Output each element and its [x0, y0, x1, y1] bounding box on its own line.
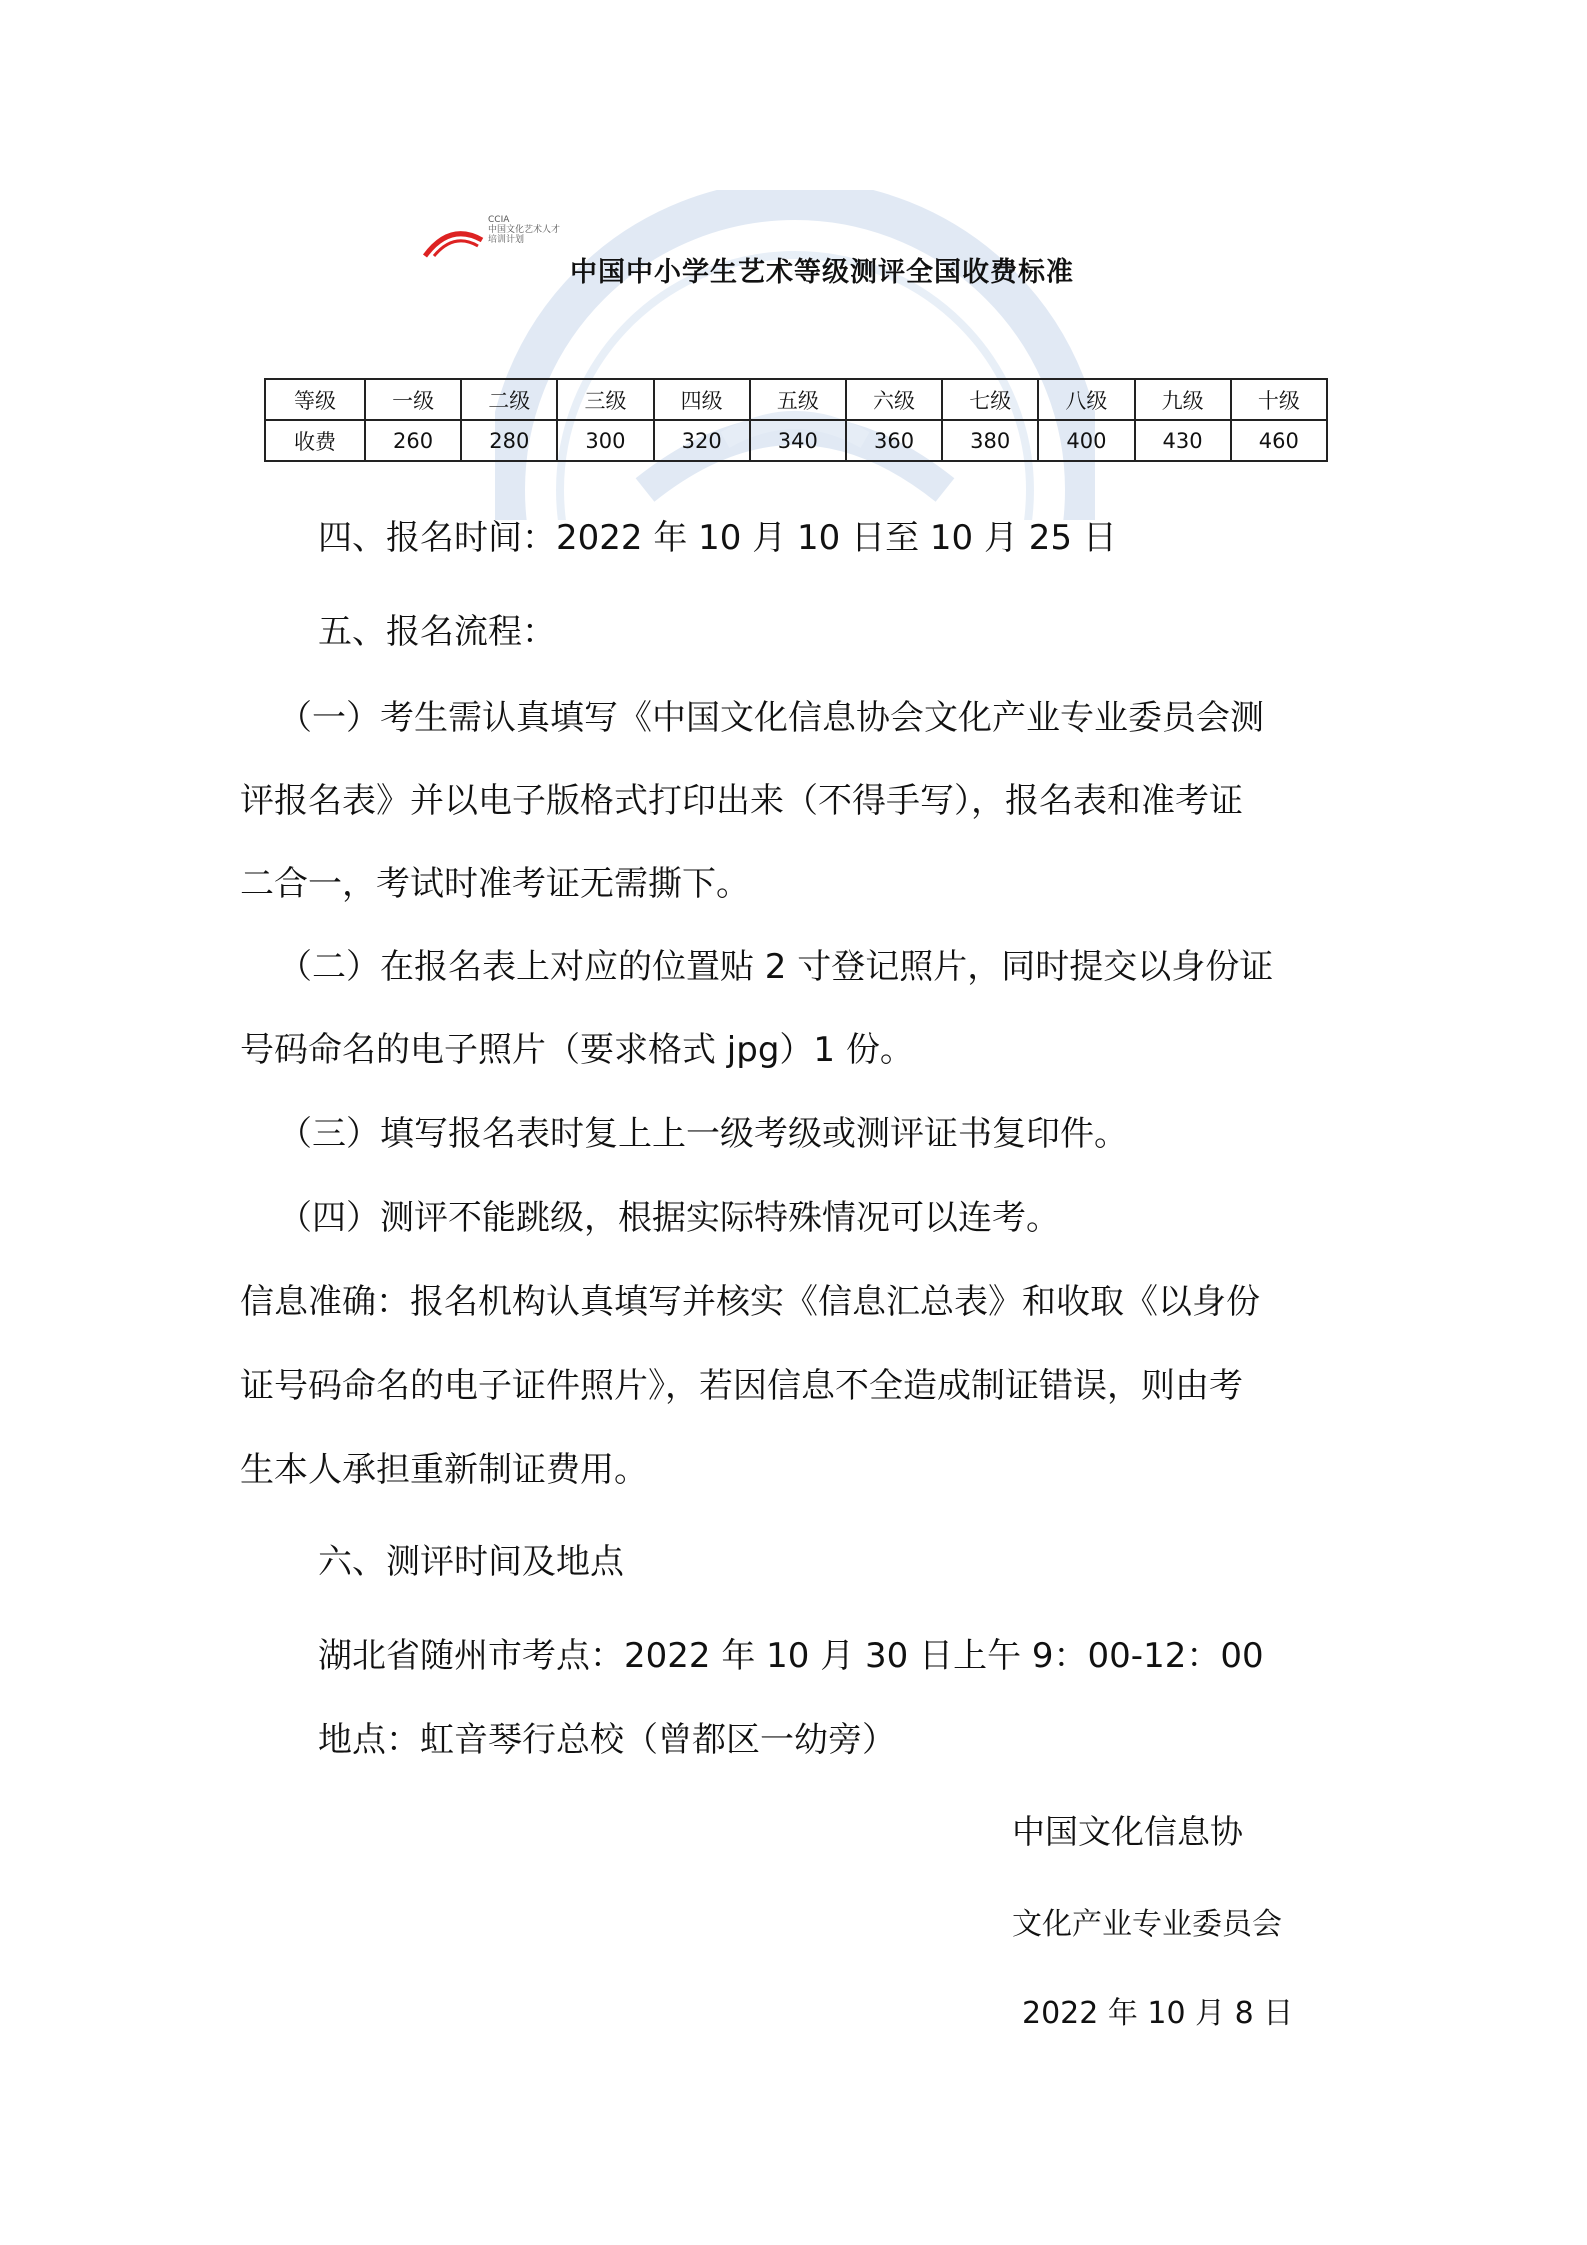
level-cell: 十级	[1231, 379, 1327, 420]
fee-cell: 280	[461, 420, 557, 461]
fee-cell: 400	[1038, 420, 1134, 461]
fee-cell: 460	[1231, 420, 1327, 461]
level-cell: 二级	[461, 379, 557, 420]
venue-place: 地点：虹音琴行总校（曾都区一幼旁）	[318, 1720, 896, 1760]
level-cell: 一级	[365, 379, 461, 420]
fee-cell: 260	[365, 420, 461, 461]
level-cell: 四级	[654, 379, 750, 420]
paragraph-line: （三）填写报名表时复上上一级考级或测评证书复印件。	[278, 1114, 1128, 1154]
paragraph-line: 号码命名的电子照片（要求格式 jpg）1 份。	[240, 1030, 914, 1070]
paragraph-line: 信息准确：报名机构认真填写并核实《信息汇总表》和收取《以身份	[240, 1282, 1260, 1322]
fee-table	[264, 378, 1328, 462]
paragraph-line: 生本人承担重新制证费用。	[240, 1450, 648, 1490]
fee-cell: 300	[557, 420, 653, 461]
signature-committee: 文化产业专业委员会	[1012, 1907, 1282, 1942]
fee-cell: 430	[1135, 420, 1231, 461]
paragraph-line: （四）测评不能跳级，根据实际特殊情况可以连考。	[278, 1198, 1060, 1238]
level-cell: 七级	[942, 379, 1038, 420]
paragraph-line: 评报名表》并以电子版格式打印出来（不得手写），报名表和准考证	[240, 781, 1243, 821]
level-cell: 九级	[1135, 379, 1231, 420]
table-row-levels	[265, 379, 1327, 420]
level-cell: 八级	[1038, 379, 1134, 420]
signature-org: 中国文化信息协	[1012, 1812, 1243, 1851]
logo-text: CCIA 中国文化艺术人才 培训计划	[488, 215, 561, 245]
section-time-location: 六、测评时间及地点	[318, 1542, 624, 1582]
signature-date: 2022 年 10 月 8 日	[1022, 1996, 1294, 2031]
fee-cell: 340	[750, 420, 846, 461]
venue-time: 湖北省随州市考点：2022 年 10 月 30 日上午 9：00-12：00	[318, 1636, 1264, 1676]
row-header-fee: 收费	[265, 420, 365, 461]
row-header-level: 等级	[265, 379, 365, 420]
paragraph-line: 二合一，考试时准考证无需撕下。	[240, 864, 750, 904]
table-row-fees	[265, 420, 1327, 461]
paragraph-line: 证号码命名的电子证件照片》，若因信息不全造成制证错误，则由考	[240, 1366, 1243, 1406]
level-cell: 六级	[846, 379, 942, 420]
level-cell: 三级	[557, 379, 653, 420]
paragraph-line: （二）在报名表上对应的位置贴 2 寸登记照片，同时提交以身份证	[278, 947, 1274, 987]
page-title: 中国中小学生艺术等级测评全国收费标准	[570, 257, 1074, 288]
level-cell: 五级	[750, 379, 846, 420]
fee-cell: 320	[654, 420, 750, 461]
header-banner	[420, 205, 1190, 290]
section-registration-process: 五、报名流程：	[318, 612, 556, 652]
fee-cell: 360	[846, 420, 942, 461]
paragraph-line: （一）考生需认真填写《中国文化信息协会文化产业专业委员会测	[278, 698, 1264, 738]
section-registration-time: 四、报名时间：2022 年 10 月 10 日至 10 月 25 日	[318, 518, 1117, 558]
fee-cell: 380	[942, 420, 1038, 461]
